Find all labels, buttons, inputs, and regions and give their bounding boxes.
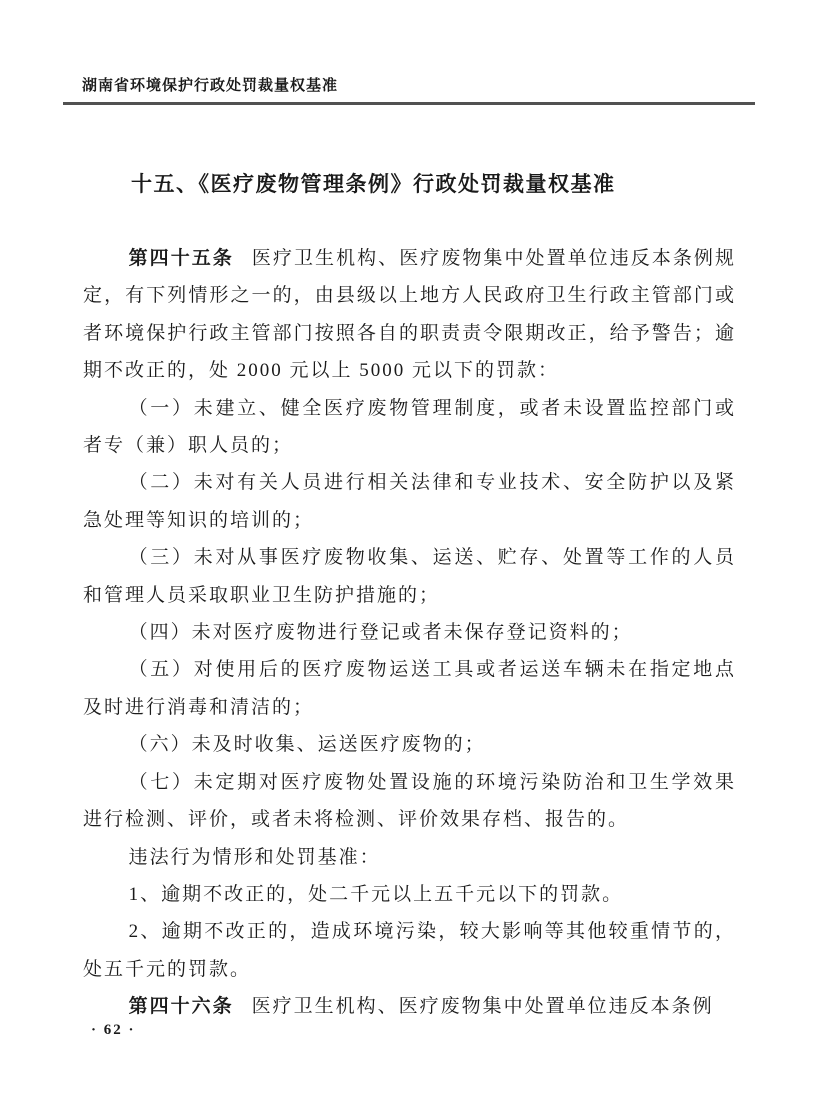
paragraph-item-1: [83, 390, 736, 465]
paragraph-text: （四）未对医疗废物进行登记或者未保存登记资料的；: [128, 622, 633, 644]
header-rule: [63, 102, 755, 105]
paragraph-text: （七）未定期对医疗废物处置设施的环境污染防治和卫生学效果进行检测、评价，或者未将检测、评价效果存档、报告的。: [83, 771, 736, 831]
paragraph-text: 医疗卫生机构、医疗废物集中处置单位违反本条例规定，有下列情形之一的，由县级以上地方人民政府卫生行政主管部门或者环境保护行政主管部门按照各自的职责责令限期改正，给予警告；逾期不改正的，处 2000 元以上 5000 元以下的罚款：: [83, 248, 736, 382]
paragraph-text: 违法行为情形和处罚基准：: [128, 846, 381, 868]
article-number-46: 第四十六条: [128, 996, 234, 1018]
article-number-45: 第四十五条: [128, 248, 234, 269]
paragraph-item-7: [83, 764, 736, 839]
page-number: · 62 ·: [91, 1022, 136, 1038]
paragraph-penalty-1: [83, 876, 736, 913]
paragraph-text: 医疗卫生机构、医疗废物集中处置单位违反本条例: [251, 996, 714, 1018]
paragraph-text: （五）对使用后的医疗废物运送工具或者运送车辆未在指定地点及时进行消毒和清洁的；: [83, 659, 736, 718]
paragraph-article-45: [83, 240, 736, 390]
running-header: [63, 74, 755, 105]
paragraph-article-46: [83, 988, 736, 1025]
paragraph-text: 1、逾期不改正的，处二千元以上五千元以下的罚款。: [128, 883, 624, 905]
paragraph-text: （六）未及时收集、运送医疗废物的；: [128, 734, 486, 756]
paragraph-text: （二）未对有关人员进行相关法律和专业技术、安全防护以及紧急处理等知识的培训的；: [83, 472, 736, 531]
paragraph-item-6: [83, 726, 736, 763]
paragraph-item-2: [83, 464, 736, 539]
paragraph-text: （三）未对从事医疗废物收集、运送、贮存、处置等工作的人员和管理人员采取职业卫生防护措施的；: [83, 547, 736, 606]
paragraph-item-3: [83, 539, 736, 614]
header-title: 湖南省环境保护行政处罚裁量权基准: [82, 77, 339, 94]
document-body: [83, 240, 736, 1026]
paragraph-item-4: [83, 614, 736, 651]
paragraph-penalty-heading: [83, 839, 736, 876]
paragraph-item-5: [83, 651, 736, 726]
paragraph-penalty-2: [83, 913, 736, 988]
paragraph-text: 2、逾期不改正的，造成环境污染，较大影响等其他较重情节的，处五千元的罚款。: [83, 921, 736, 980]
section-title: 十五、《医疗废物管理条例》行政处罚裁量权基准: [131, 173, 616, 196]
paragraph-text: （一）未建立、健全医疗废物管理制度，或者未设置监控部门或者专（兼）职人员的；: [83, 397, 736, 457]
